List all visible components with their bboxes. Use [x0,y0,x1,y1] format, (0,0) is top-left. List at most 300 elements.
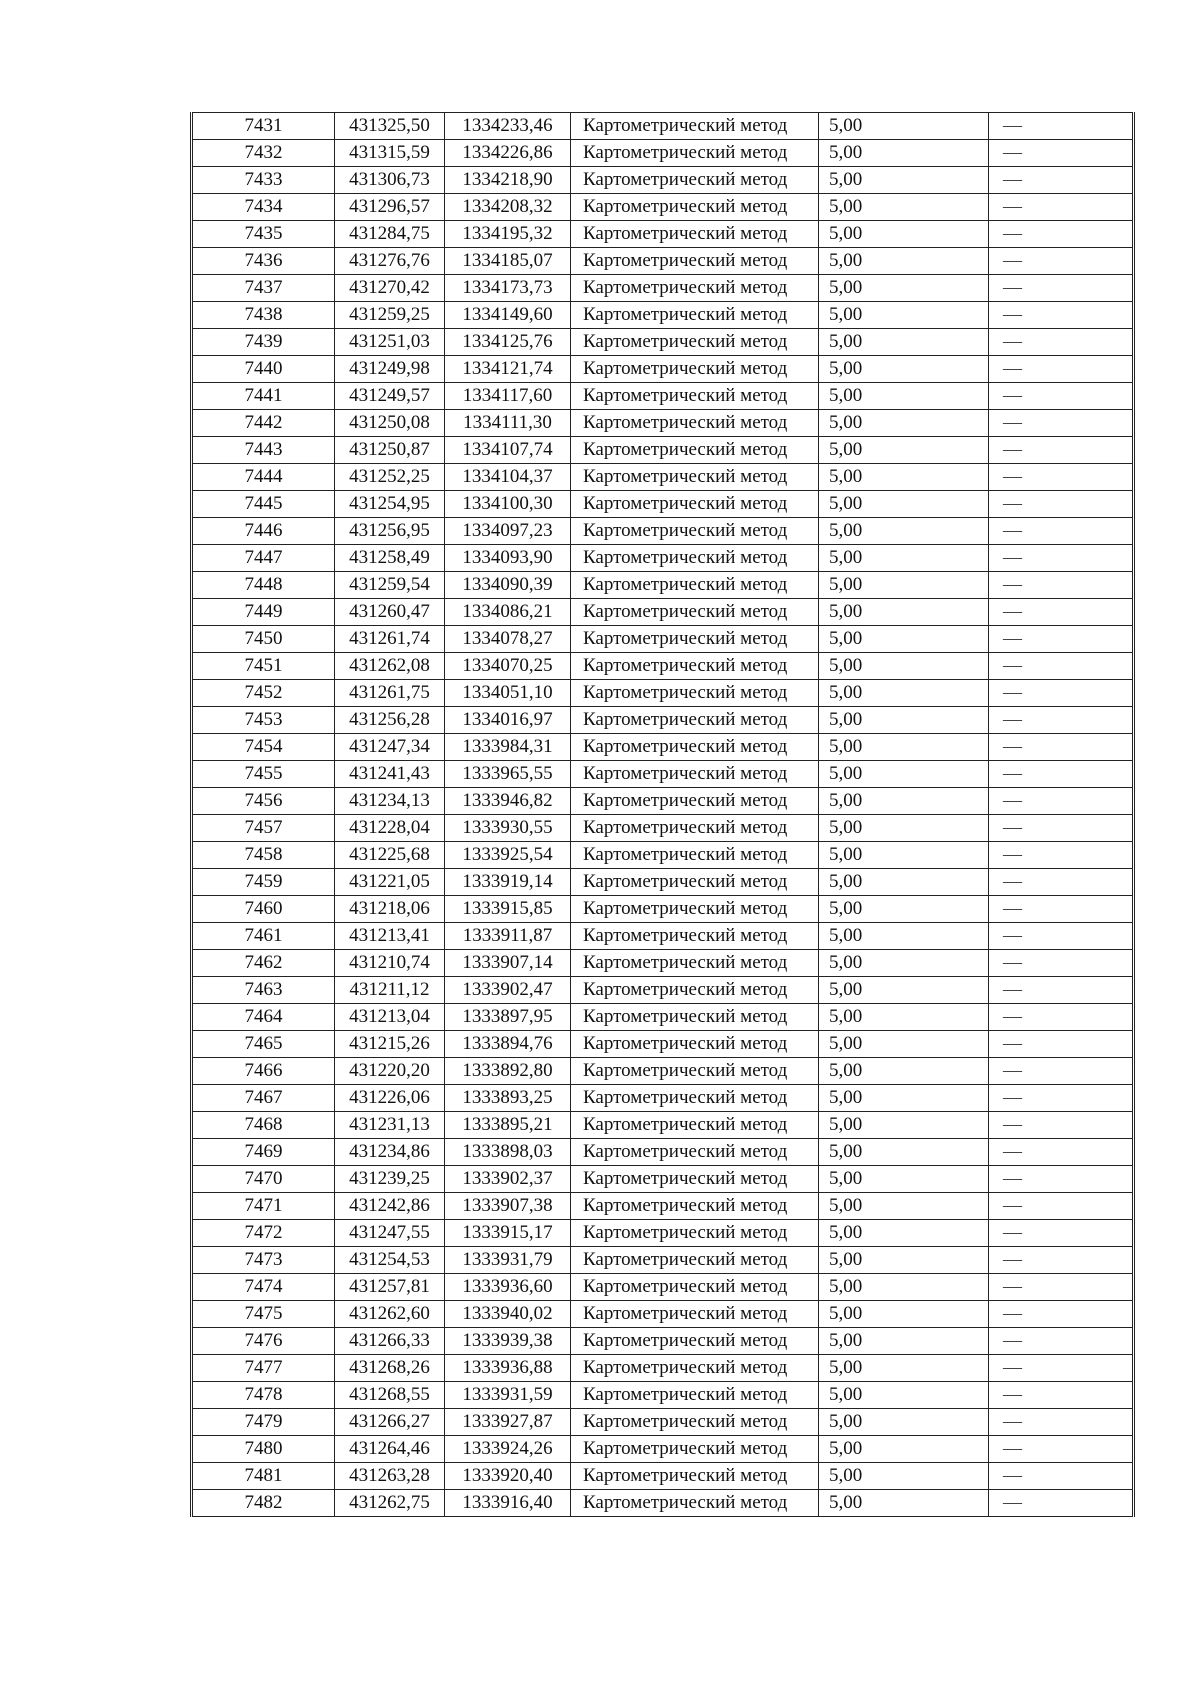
method-cell: Картометрический метод [571,140,819,167]
accuracy-cell: 5,00 [819,1166,989,1193]
table-row [192,1436,1134,1463]
table-row [192,896,1134,923]
x-coordinate-cell: 431306,73 [335,167,445,194]
description-cell: — [989,653,1134,680]
method-cell: Картометрический метод [571,1085,819,1112]
y-coordinate-cell: 1333924,26 [445,1436,571,1463]
point-number-cell: 7478 [192,1382,335,1409]
table-row [192,167,1134,194]
description-cell: — [989,140,1134,167]
table-row [192,383,1134,410]
table-row [192,1328,1134,1355]
x-coordinate-cell: 431268,26 [335,1355,445,1382]
point-number-cell: 7436 [192,248,335,275]
description-cell: — [989,464,1134,491]
point-number-cell: 7465 [192,1031,335,1058]
description-cell: — [989,221,1134,248]
table-row [192,329,1134,356]
description-cell: — [989,248,1134,275]
table-row [192,761,1134,788]
method-cell: Картометрический метод [571,896,819,923]
point-number-cell: 7444 [192,464,335,491]
accuracy-cell: 5,00 [819,626,989,653]
point-number-cell: 7457 [192,815,335,842]
point-number-cell: 7466 [192,1058,335,1085]
table-row [192,680,1134,707]
method-cell: Картометрический метод [571,869,819,896]
table-row [192,356,1134,383]
point-number-cell: 7469 [192,1139,335,1166]
point-number-cell: 7480 [192,1436,335,1463]
point-number-cell: 7453 [192,707,335,734]
point-number-cell: 7471 [192,1193,335,1220]
accuracy-cell: 5,00 [819,680,989,707]
point-number-cell: 7443 [192,437,335,464]
method-cell: Картометрический метод [571,1139,819,1166]
description-cell: — [989,1139,1134,1166]
method-cell: Картометрический метод [571,410,819,437]
description-cell: — [989,437,1134,464]
x-coordinate-cell: 431257,81 [335,1274,445,1301]
table-row [192,113,1134,140]
x-coordinate-cell: 431315,59 [335,140,445,167]
table-row [192,194,1134,221]
y-coordinate-cell: 1334086,21 [445,599,571,626]
table-row [192,545,1134,572]
description-cell: — [989,842,1134,869]
accuracy-cell: 5,00 [819,1409,989,1436]
method-cell: Картометрический метод [571,599,819,626]
description-cell: — [989,383,1134,410]
table-row [192,464,1134,491]
accuracy-cell: 5,00 [819,1274,989,1301]
point-number-cell: 7459 [192,869,335,896]
method-cell: Картометрический метод [571,1247,819,1274]
x-coordinate-cell: 431264,46 [335,1436,445,1463]
y-coordinate-cell: 1334070,25 [445,653,571,680]
point-number-cell: 7460 [192,896,335,923]
y-coordinate-cell: 1333939,38 [445,1328,571,1355]
method-cell: Картометрический метод [571,1112,819,1139]
table-row [192,437,1134,464]
description-cell: — [989,1382,1134,1409]
point-number-cell: 7452 [192,680,335,707]
description-cell: — [989,977,1134,1004]
table-row [192,1058,1134,1085]
point-number-cell: 7463 [192,977,335,1004]
method-cell: Картометрический метод [571,1004,819,1031]
point-number-cell: 7439 [192,329,335,356]
x-coordinate-cell: 431252,25 [335,464,445,491]
table-row [192,1301,1134,1328]
y-coordinate-cell: 1333940,02 [445,1301,571,1328]
point-number-cell: 7474 [192,1274,335,1301]
description-cell: — [989,1328,1134,1355]
method-cell: Картометрический метод [571,653,819,680]
y-coordinate-cell: 1333946,82 [445,788,571,815]
accuracy-cell: 5,00 [819,1031,989,1058]
point-number-cell: 7450 [192,626,335,653]
point-number-cell: 7435 [192,221,335,248]
description-cell: — [989,599,1134,626]
point-number-cell: 7431 [192,113,335,140]
x-coordinate-cell: 431263,28 [335,1463,445,1490]
y-coordinate-cell: 1333893,25 [445,1085,571,1112]
method-cell: Картометрический метод [571,491,819,518]
x-coordinate-cell: 431231,13 [335,1112,445,1139]
accuracy-cell: 5,00 [819,842,989,869]
y-coordinate-cell: 1333902,37 [445,1166,571,1193]
point-number-cell: 7451 [192,653,335,680]
description-cell: — [989,410,1134,437]
table-row [192,1193,1134,1220]
point-number-cell: 7438 [192,302,335,329]
accuracy-cell: 5,00 [819,1463,989,1490]
y-coordinate-cell: 1333915,17 [445,1220,571,1247]
x-coordinate-cell: 431221,05 [335,869,445,896]
y-coordinate-cell: 1334149,60 [445,302,571,329]
y-coordinate-cell: 1334104,37 [445,464,571,491]
x-coordinate-cell: 431247,55 [335,1220,445,1247]
description-cell: — [989,113,1134,140]
x-coordinate-cell: 431268,55 [335,1382,445,1409]
table-row [192,923,1134,950]
table-row [192,1409,1134,1436]
x-coordinate-cell: 431284,75 [335,221,445,248]
method-cell: Картометрический метод [571,464,819,491]
description-cell: — [989,194,1134,221]
x-coordinate-cell: 431211,12 [335,977,445,1004]
table-row [192,842,1134,869]
x-coordinate-cell: 431239,25 [335,1166,445,1193]
accuracy-cell: 5,00 [819,1490,989,1517]
point-number-cell: 7470 [192,1166,335,1193]
description-cell: — [989,1355,1134,1382]
table-row [192,410,1134,437]
point-number-cell: 7447 [192,545,335,572]
y-coordinate-cell: 1333902,47 [445,977,571,1004]
accuracy-cell: 5,00 [819,194,989,221]
point-number-cell: 7441 [192,383,335,410]
table-row [192,815,1134,842]
method-cell: Картометрический метод [571,761,819,788]
method-cell: Картометрический метод [571,572,819,599]
table-row [192,221,1134,248]
description-cell: — [989,761,1134,788]
y-coordinate-cell: 1333984,31 [445,734,571,761]
table-row [192,1382,1134,1409]
description-cell: — [989,734,1134,761]
description-cell: — [989,1220,1134,1247]
y-coordinate-cell: 1333931,59 [445,1382,571,1409]
y-coordinate-cell: 1334107,74 [445,437,571,464]
accuracy-cell: 5,00 [819,977,989,1004]
description-cell: — [989,1436,1134,1463]
point-number-cell: 7433 [192,167,335,194]
y-coordinate-cell: 1334097,23 [445,518,571,545]
x-coordinate-cell: 431296,57 [335,194,445,221]
table-row [192,977,1134,1004]
y-coordinate-cell: 1334100,30 [445,491,571,518]
description-cell: — [989,1463,1134,1490]
accuracy-cell: 5,00 [819,329,989,356]
point-number-cell: 7437 [192,275,335,302]
method-cell: Картометрический метод [571,680,819,707]
point-number-cell: 7442 [192,410,335,437]
accuracy-cell: 5,00 [819,734,989,761]
accuracy-cell: 5,00 [819,1193,989,1220]
accuracy-cell: 5,00 [819,815,989,842]
x-coordinate-cell: 431262,75 [335,1490,445,1517]
point-number-cell: 7477 [192,1355,335,1382]
x-coordinate-cell: 431249,98 [335,356,445,383]
table-row [192,1139,1134,1166]
y-coordinate-cell: 1333895,21 [445,1112,571,1139]
y-coordinate-cell: 1333916,40 [445,1490,571,1517]
method-cell: Картометрический метод [571,1436,819,1463]
y-coordinate-cell: 1334195,32 [445,221,571,248]
table-row [192,302,1134,329]
description-cell: — [989,572,1134,599]
method-cell: Картометрический метод [571,1166,819,1193]
method-cell: Картометрический метод [571,1382,819,1409]
y-coordinate-cell: 1334117,60 [445,383,571,410]
x-coordinate-cell: 431260,47 [335,599,445,626]
table-row [192,1220,1134,1247]
accuracy-cell: 5,00 [819,1436,989,1463]
y-coordinate-cell: 1333965,55 [445,761,571,788]
y-coordinate-cell: 1333936,88 [445,1355,571,1382]
point-number-cell: 7448 [192,572,335,599]
accuracy-cell: 5,00 [819,356,989,383]
description-cell: — [989,491,1134,518]
description-cell: — [989,1247,1134,1274]
method-cell: Картометрический метод [571,437,819,464]
x-coordinate-cell: 431247,34 [335,734,445,761]
x-coordinate-cell: 431218,06 [335,896,445,923]
description-cell: — [989,626,1134,653]
accuracy-cell: 5,00 [819,140,989,167]
table-row [192,599,1134,626]
x-coordinate-cell: 431228,04 [335,815,445,842]
point-number-cell: 7445 [192,491,335,518]
description-cell: — [989,707,1134,734]
accuracy-cell: 5,00 [819,1382,989,1409]
y-coordinate-cell: 1334090,39 [445,572,571,599]
table-row [192,1490,1134,1517]
accuracy-cell: 5,00 [819,302,989,329]
x-coordinate-cell: 431256,95 [335,518,445,545]
point-number-cell: 7455 [192,761,335,788]
point-number-cell: 7434 [192,194,335,221]
accuracy-cell: 5,00 [819,1085,989,1112]
description-cell: — [989,275,1134,302]
method-cell: Картометрический метод [571,545,819,572]
point-number-cell: 7464 [192,1004,335,1031]
y-coordinate-cell: 1333925,54 [445,842,571,869]
table-row [192,950,1134,977]
method-cell: Картометрический метод [571,815,819,842]
y-coordinate-cell: 1333907,14 [445,950,571,977]
table-row [192,1355,1134,1382]
y-coordinate-cell: 1334226,86 [445,140,571,167]
y-coordinate-cell: 1334078,27 [445,626,571,653]
accuracy-cell: 5,00 [819,248,989,275]
x-coordinate-cell: 431234,86 [335,1139,445,1166]
method-cell: Картометрический метод [571,194,819,221]
point-number-cell: 7461 [192,923,335,950]
accuracy-cell: 5,00 [819,383,989,410]
point-number-cell: 7454 [192,734,335,761]
accuracy-cell: 5,00 [819,1004,989,1031]
point-number-cell: 7449 [192,599,335,626]
accuracy-cell: 5,00 [819,950,989,977]
accuracy-cell: 5,00 [819,896,989,923]
x-coordinate-cell: 431266,27 [335,1409,445,1436]
table-row [192,707,1134,734]
method-cell: Картометрический метод [571,1490,819,1517]
x-coordinate-cell: 431210,74 [335,950,445,977]
accuracy-cell: 5,00 [819,1112,989,1139]
accuracy-cell: 5,00 [819,923,989,950]
y-coordinate-cell: 1333915,85 [445,896,571,923]
description-cell: — [989,788,1134,815]
y-coordinate-cell: 1333920,40 [445,1463,571,1490]
x-coordinate-cell: 431261,75 [335,680,445,707]
description-cell: — [989,1085,1134,1112]
x-coordinate-cell: 431234,13 [335,788,445,815]
accuracy-cell: 5,00 [819,572,989,599]
table-row [192,869,1134,896]
method-cell: Картометрический метод [571,1301,819,1328]
x-coordinate-cell: 431251,03 [335,329,445,356]
point-number-cell: 7446 [192,518,335,545]
x-coordinate-cell: 431261,74 [335,626,445,653]
accuracy-cell: 5,00 [819,788,989,815]
y-coordinate-cell: 1334173,73 [445,275,571,302]
x-coordinate-cell: 431266,33 [335,1328,445,1355]
y-coordinate-cell: 1333931,79 [445,1247,571,1274]
description-cell: — [989,1301,1134,1328]
accuracy-cell: 5,00 [819,518,989,545]
description-cell: — [989,1004,1134,1031]
x-coordinate-cell: 431213,04 [335,1004,445,1031]
accuracy-cell: 5,00 [819,113,989,140]
method-cell: Картометрический метод [571,707,819,734]
y-coordinate-cell: 1333930,55 [445,815,571,842]
point-number-cell: 7479 [192,1409,335,1436]
accuracy-cell: 5,00 [819,1247,989,1274]
y-coordinate-cell: 1334016,97 [445,707,571,734]
method-cell: Картометрический метод [571,1463,819,1490]
y-coordinate-cell: 1334125,76 [445,329,571,356]
accuracy-cell: 5,00 [819,599,989,626]
x-coordinate-cell: 431250,87 [335,437,445,464]
description-cell: — [989,950,1134,977]
accuracy-cell: 5,00 [819,491,989,518]
table-row [192,518,1134,545]
x-coordinate-cell: 431250,08 [335,410,445,437]
point-number-cell: 7432 [192,140,335,167]
table-row [192,653,1134,680]
method-cell: Картометрический метод [571,221,819,248]
description-cell: — [989,1409,1134,1436]
y-coordinate-cell: 1333898,03 [445,1139,571,1166]
point-number-cell: 7468 [192,1112,335,1139]
accuracy-cell: 5,00 [819,275,989,302]
point-number-cell: 7473 [192,1247,335,1274]
method-cell: Картометрический метод [571,518,819,545]
table-row [192,1112,1134,1139]
point-number-cell: 7475 [192,1301,335,1328]
method-cell: Картометрический метод [571,842,819,869]
y-coordinate-cell: 1333936,60 [445,1274,571,1301]
description-cell: — [989,518,1134,545]
method-cell: Картометрический метод [571,302,819,329]
x-coordinate-cell: 431225,68 [335,842,445,869]
y-coordinate-cell: 1333927,87 [445,1409,571,1436]
method-cell: Картометрический метод [571,923,819,950]
accuracy-cell: 5,00 [819,761,989,788]
method-cell: Картометрический метод [571,1409,819,1436]
method-cell: Картометрический метод [571,383,819,410]
table-row [192,626,1134,653]
x-coordinate-cell: 431256,28 [335,707,445,734]
point-number-cell: 7458 [192,842,335,869]
y-coordinate-cell: 1334218,90 [445,167,571,194]
description-cell: — [989,1193,1134,1220]
description-cell: — [989,302,1134,329]
method-cell: Картометрический метод [571,1193,819,1220]
description-cell: — [989,815,1134,842]
table-row [192,1085,1134,1112]
table-row [192,788,1134,815]
table-row [192,140,1134,167]
description-cell: — [989,1058,1134,1085]
x-coordinate-cell: 431270,42 [335,275,445,302]
y-coordinate-cell: 1333919,14 [445,869,571,896]
description-cell: — [989,896,1134,923]
description-cell: — [989,1166,1134,1193]
description-cell: — [989,167,1134,194]
method-cell: Картометрический метод [571,113,819,140]
method-cell: Картометрический метод [571,734,819,761]
x-coordinate-cell: 431249,57 [335,383,445,410]
accuracy-cell: 5,00 [819,1139,989,1166]
method-cell: Картометрический метод [571,167,819,194]
x-coordinate-cell: 431254,53 [335,1247,445,1274]
description-cell: — [989,1490,1134,1517]
method-cell: Картометрический метод [571,275,819,302]
y-coordinate-cell: 1333894,76 [445,1031,571,1058]
description-cell: — [989,869,1134,896]
x-coordinate-cell: 431276,76 [335,248,445,275]
y-coordinate-cell: 1334051,10 [445,680,571,707]
description-cell: — [989,680,1134,707]
table-row [192,1463,1134,1490]
table-body [192,113,1134,1517]
accuracy-cell: 5,00 [819,1328,989,1355]
y-coordinate-cell: 1333897,95 [445,1004,571,1031]
method-cell: Картометрический метод [571,977,819,1004]
x-coordinate-cell: 431259,54 [335,572,445,599]
y-coordinate-cell: 1334185,07 [445,248,571,275]
method-cell: Картометрический метод [571,329,819,356]
y-coordinate-cell: 1334121,74 [445,356,571,383]
x-coordinate-cell: 431259,25 [335,302,445,329]
method-cell: Картометрический метод [571,1274,819,1301]
x-coordinate-cell: 431215,26 [335,1031,445,1058]
